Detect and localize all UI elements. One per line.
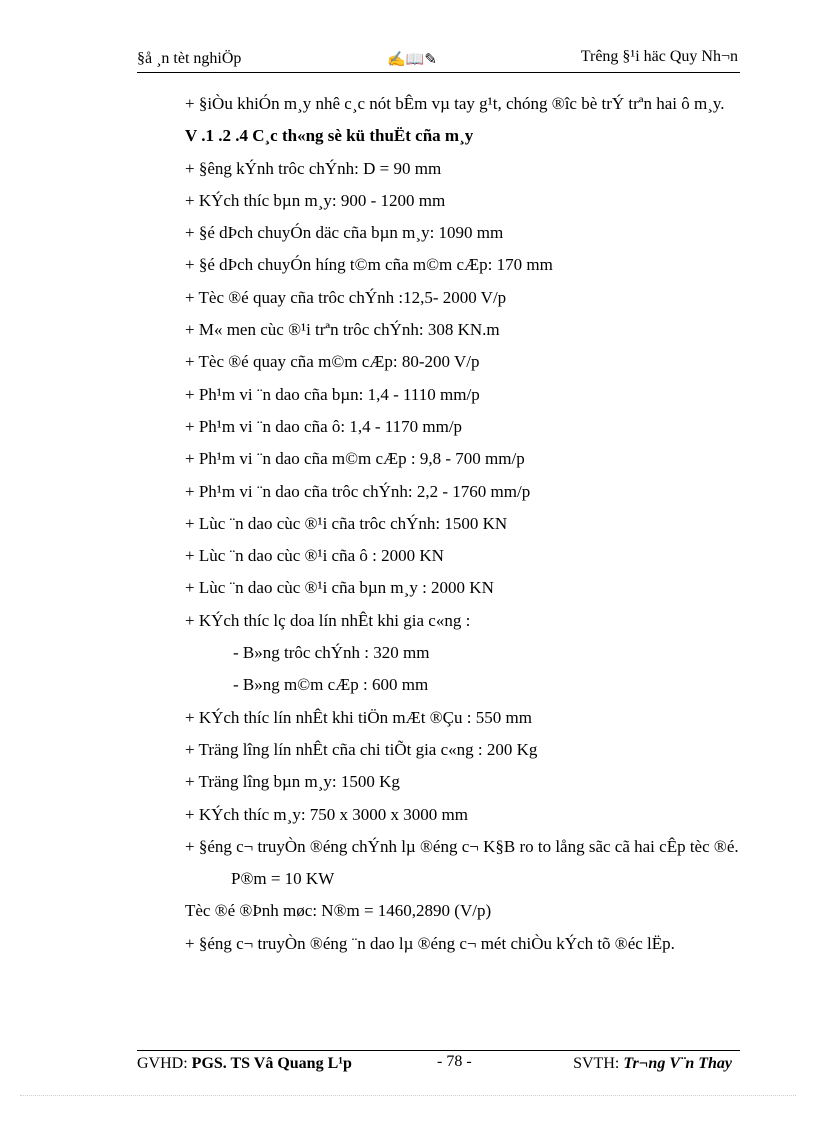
page-footer [137,1050,740,1077]
header-university-name: Trêng §¹i häc Quy Nh¬n [580,48,738,65]
formula-speed: Tèc ®é ®Þnh møc: N®m = 1460,2890 (V/p) [185,901,492,921]
footer-student-name: Tr¬ng V¨n Thay [623,1055,732,1072]
spec-subline: - B»ng trôc chÝnh : 320 mm [233,643,430,663]
header-thesis-title: §å ¸n tèt nghiÖp [137,50,242,67]
spec-line: + M« men cùc ®¹i trªn trôc chÝnh: 308 KN.m [185,320,500,340]
footer-advisor-label: GVHD: [137,1055,188,1072]
spec-line: + Lùc ¨n dao cùc ®¹i cña ô : 2000 KN [185,546,444,566]
spec-line: + Lùc ¨n dao cùc ®¹i cña bµn m¸y : 2000 KN [185,578,494,598]
footer-advisor [137,1055,352,1073]
header-ornament-icon: ✍📖✎ [387,52,437,68]
document-body [137,88,740,960]
spec-line-feed-motor: + §éng c¬ truyÒn ®éng ¨n dao lµ ®éng c¬ mét chiÒu kÝch tõ ®éc lËp. [185,933,675,953]
footer-student [573,1055,732,1073]
page-header [137,50,740,73]
page-number: - 78 - [437,1053,472,1070]
spec-line: + §é dÞch chuyÓn däc cña bµn m¸y: 1090 mm [185,223,504,243]
footer-student-label: SVTH: [573,1055,620,1072]
spec-subline: - B»ng m©m cÆp : 600 mm [233,675,429,695]
formula-power: P®m = 10 KW [231,869,335,889]
spec-line: + Ph¹m vi ¨n dao cña bµn: 1,4 - 1110 mm/p [185,384,480,404]
spec-line: + Tèc ®é quay cña trôc chÝnh :12,5- 2000 V/p [185,287,507,307]
paragraph-main-motor: + §éng c¬ truyÒn ®éng chÝnh lµ ®éng c¬ K§B ro to lång sãc cã hai cÊp tèc ®é. [185,836,739,856]
spec-line: + Ph¹m vi ¨n dao cña trôc chÝnh: 2,2 - 1760 mm/p [185,481,531,501]
spec-line: + Lùc ¨n dao cùc ®¹i cña trôc chÝnh: 1500 KN [185,513,508,533]
spec-line: + §é dÞch chuyÓn híng t©m cña m©m cÆp: 170 mm [185,255,553,275]
spec-line: + Träng lîng bµn m¸y: 1500 Kg [185,772,400,792]
spec-line: + §êng kÝnh trôc chÝnh: D = 90 mm [185,158,442,178]
spec-line: + Träng lîng lín nhÊt cña chi tiÕt gia c«ng : 200 Kg [185,739,538,759]
spec-line: + Ph¹m vi ¨n dao cña m©m cÆp : 9,8 - 700 mm/p [185,449,525,469]
spec-line: + Tèc ®é quay cña m©m cÆp: 80-200 V/p [185,352,480,372]
page-bottom-divider [20,1095,796,1096]
paragraph-controls: + §iÒu khiÓn m¸y nhê c¸c nót bÊm vµ tay g¹t, chóng ®îc bè trÝ trªn hai ô m¸y. [185,94,725,113]
spec-line: + KÝch thíc lín nhÊt khi tiÖn mÆt ®Çu : 550 mm [185,707,532,727]
spec-line: + KÝch thíc bµn m¸y: 900 - 1200 mm [185,190,446,210]
spec-line: + KÝch thíc lç doa lín nhÊt khi gia c«ng : [185,610,471,630]
footer-advisor-name: PGS. TS Vâ Quang L¹p [191,1055,352,1072]
section-heading: V .1 .2 .4 C¸c th«ng sè kü thuËt cña m¸y [185,126,474,146]
spec-line: + KÝch thíc m¸y: 750 x 3000 x 3000 mm [185,804,468,824]
spec-line: + Ph¹m vi ¨n dao cña ô: 1,4 - 1170 mm/p [185,416,463,436]
